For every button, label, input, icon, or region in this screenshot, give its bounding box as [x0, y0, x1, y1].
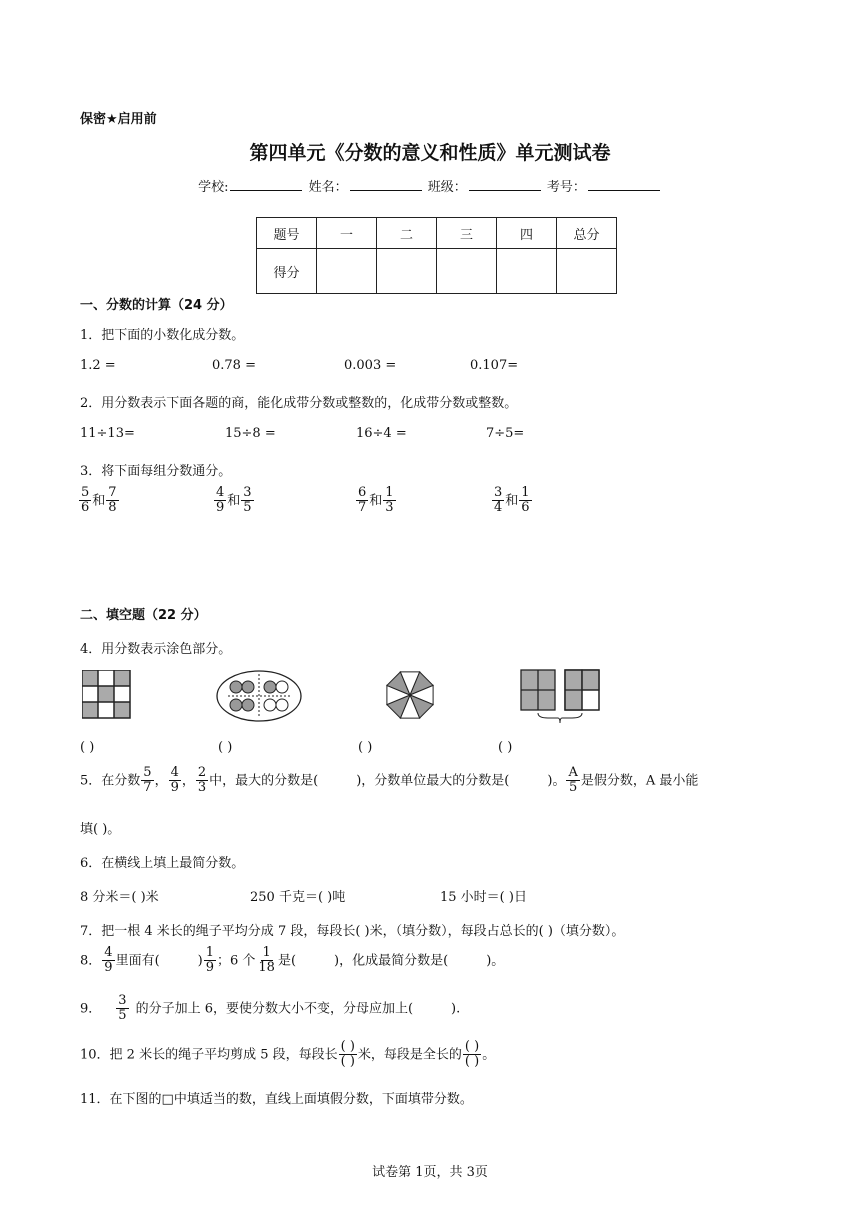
score-table [256, 217, 617, 294]
q2-item: 15÷8 = [225, 426, 276, 441]
q1-item: 1.2 = [80, 358, 116, 373]
score-header-cell: 题号 [257, 218, 317, 249]
fraction: $\frac{5}{6}$ [81, 485, 90, 516]
score-header-cell: 四 [497, 218, 557, 249]
question-1: 1．把下面的小数化成分数。 [80, 328, 245, 343]
fraction: $\frac{1}{18}$ [258, 945, 275, 976]
name-field[interactable] [350, 178, 422, 191]
grid-figure [82, 670, 132, 720]
student-info [0, 176, 860, 195]
question-2: 2．用分数表示下面各题的商，能化成带分数或整数的，化成带分数或整数。 [80, 396, 518, 411]
score-cell[interactable] [437, 249, 497, 294]
page-title: 第四单元《分数的意义和性质》单元测试卷 [249, 142, 611, 164]
q2-item: 16÷4 = [356, 426, 407, 441]
class-label: 班级： [427, 180, 467, 195]
score-header-cell: 总分 [557, 218, 617, 249]
fraction: $\frac{1}{6}$ [521, 485, 530, 516]
exam-number-field[interactable] [588, 178, 660, 191]
fraction: $\frac{6}{7}$ [358, 485, 367, 516]
answer-fraction[interactable]: $\frac{( )}{( )}$ [340, 1039, 355, 1070]
octagon-figure [385, 670, 435, 720]
q1-item: 0.107= [470, 358, 519, 373]
fraction: $\frac{2}{3}$ [197, 765, 207, 796]
question-5-cont: 填( )。 [80, 822, 121, 837]
q1-item: 0.003 = [344, 358, 397, 373]
school-field[interactable] [230, 178, 302, 191]
score-cell[interactable] [557, 249, 617, 294]
question-4: 4．用分数表示涂色部分。 [80, 642, 232, 657]
score-cell[interactable] [377, 249, 437, 294]
confidential-label: 保密★启用前 [80, 112, 157, 127]
q3-pair: $\frac{6}{7}$ 和 $\frac{1}{3}$ [358, 485, 394, 516]
fraction: $\frac{3}{4}$ [494, 485, 503, 516]
section-1-title: 一、分数的计算（24 分） [80, 298, 233, 313]
question-9: 9． $\frac{3}{5}$ 的分子加上 6，要使分数大小不变，分母应加上( ). [80, 993, 461, 1024]
score-cell[interactable] [317, 249, 377, 294]
fraction: $\frac{7}{8}$ [108, 485, 117, 516]
q2-item: 7÷5= [486, 426, 525, 441]
score-header-cell: 三 [437, 218, 497, 249]
fraction: $\frac{5}{7}$ [143, 765, 152, 796]
fraction: $\frac{1}{3}$ [385, 485, 394, 516]
q1-item: 0.78 = [212, 358, 256, 373]
q6-item: 250 千克＝( )吨 [250, 890, 346, 905]
question-3: 3．将下面每组分数通分。 [80, 464, 232, 479]
score-cell[interactable] [497, 249, 557, 294]
q3-pair: $\frac{5}{6}$ 和 $\frac{7}{8}$ [81, 485, 117, 516]
question-5: 5．在分数 $\frac{5}{7}$ ， $\frac{4}{9}$ ， $\frac{2}{3}$ 中，最大的分数是( )，分数单位最大的分数是( )。 $\frac{A}{5}$ 是假分数，A 最小能 [80, 765, 699, 796]
score-header-cell: 二 [377, 218, 437, 249]
fraction: $\frac{3}{5}$ [243, 485, 252, 516]
fraction: $\frac{3}{5}$ [118, 993, 127, 1024]
q4-answer[interactable]: ( ) [218, 740, 233, 755]
fraction: $\frac{A}{5}$ [568, 765, 578, 796]
section-2-title: 二、填空题（22 分） [80, 608, 207, 623]
two-squares-figure [520, 668, 602, 726]
score-header-cell: 一 [317, 218, 377, 249]
q3-pair: $\frac{4}{9}$ 和 $\frac{3}{5}$ [216, 485, 252, 516]
name-label: 姓名： [308, 180, 348, 195]
fraction: $\frac{4}{9}$ [104, 945, 113, 976]
fraction: $\frac{4}{9}$ [216, 485, 225, 516]
question-7: 7．把一根 4 米长的绳子平均分成 7 段，每段长( )米，（填分数），每段占总长的( )（填分数）。 [80, 924, 625, 939]
q6-item: 15 小时＝( )日 [440, 890, 527, 905]
q4-answer[interactable]: ( ) [358, 740, 373, 755]
page-footer: 试卷第 1页，共 3页 [372, 1165, 488, 1180]
q4-answer[interactable]: ( ) [80, 740, 95, 755]
fraction: $\frac{4}{9}$ [170, 765, 179, 796]
question-8: 8． $\frac{4}{9}$ 里面有( ) $\frac{1}{9}$ ；6 个 $\frac{1}{18}$ 是( )，化成最简分数是( )。 [80, 945, 505, 976]
q6-item: 8 分米＝( )米 [80, 890, 159, 905]
score-row-label: 得分 [257, 249, 317, 294]
answer-fraction[interactable]: $\frac{( )}{( )}$ [464, 1039, 480, 1070]
q4-answer[interactable]: ( ) [498, 740, 513, 755]
ellipse-circles-figure [216, 670, 302, 722]
question-11: 11．在下图的□中填适当的数，直线上面填假分数，下面填带分数。 [80, 1092, 473, 1107]
fraction: $\frac{1}{9}$ [205, 945, 214, 976]
exam-number-label: 考号： [546, 180, 586, 195]
q3-pair: $\frac{3}{4}$ 和 $\frac{1}{6}$ [494, 485, 530, 516]
school-label: 学校: [198, 180, 229, 195]
question-10: 10．把 2 米长的绳子平均剪成 5 段，每段长 $\frac{( )}{( )}$ 米，每段是全长的 $\frac{( )}{( )}$ 。 [80, 1039, 496, 1070]
question-6: 6．在横线上填上最简分数。 [80, 856, 245, 871]
class-field[interactable] [469, 178, 541, 191]
q2-item: 11÷13= [80, 426, 135, 441]
